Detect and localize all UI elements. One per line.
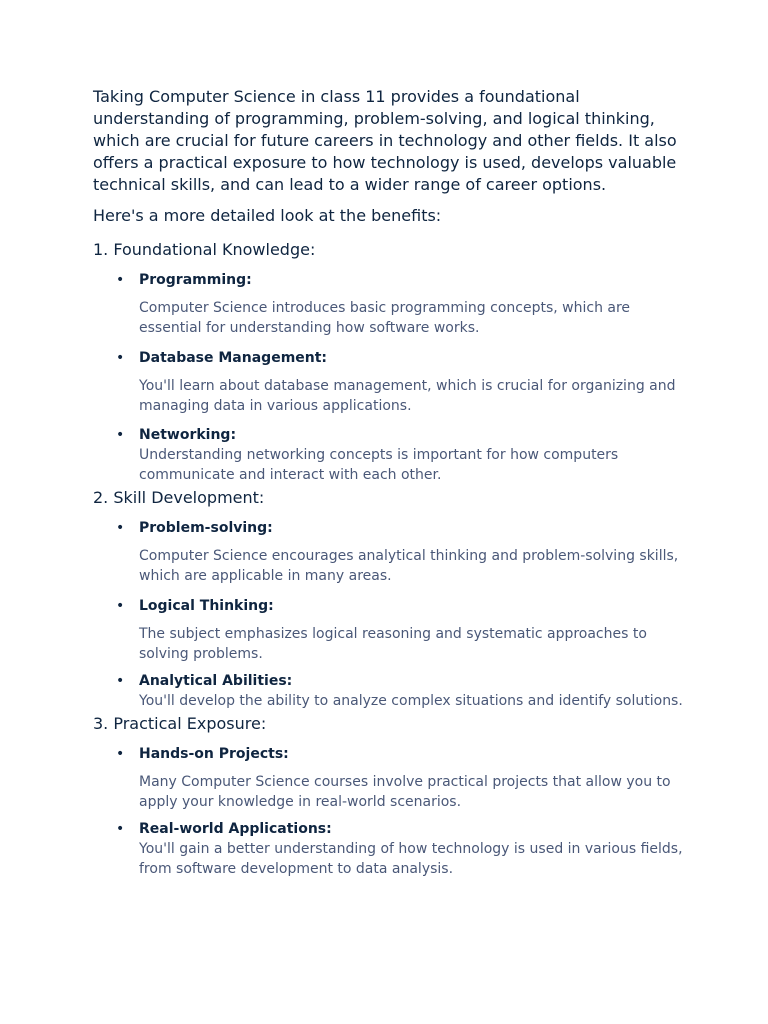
item-description: You'll learn about database management, which is crucial for organizing and managing data in various applications. [139,378,676,414]
bullet-icon: • [116,673,125,689]
bullet-icon: • [116,427,125,443]
item-title: Database Management: [139,350,328,366]
list-item [93,671,683,711]
item-title: Problem-solving: [139,520,273,536]
bullet-list [93,744,683,879]
item-description: Understanding networking concepts is important for how computers communicate and interact with each other. [139,447,619,483]
item-description: You'll develop the ability to analyze complex situations and identify solutions. [139,693,683,709]
bullet-icon: • [116,520,125,536]
section-skill-development [93,487,683,711]
item-description: Many Computer Science courses involve practical projects that allow you to apply your knowledge in real-world scenarios. [139,774,671,810]
list-item [93,425,683,485]
item-description: Computer Science encourages analytical thinking and problem-solving skills, which are applicable in many areas. [139,548,679,584]
item-title: Real-world Applications: [139,821,332,837]
item-description: The subject emphasizes logical reasoning and systematic approaches to solving problems. [139,626,647,662]
item-description: Computer Science introduces basic programming concepts, which are essential for understanding how software works. [139,300,631,336]
bullet-icon: • [116,272,125,288]
list-item [93,518,683,586]
item-title: Networking: [139,427,237,443]
bullet-icon: • [116,598,125,614]
item-description: You'll gain a better understanding of how technology is used in various fields, from software development to data analysis. [139,841,683,877]
item-title: Programming: [139,272,252,288]
bullet-list [93,518,683,711]
bullet-icon: • [116,350,125,366]
list-item [93,744,683,812]
item-title: Analytical Abilities: [139,673,293,689]
item-title: Hands-on Projects: [139,746,289,762]
list-item [93,819,683,879]
lead-sentence: Here's a more detailed look at the benefits: [93,206,442,225]
list-item [93,348,683,416]
section-heading: 3. Practical Exposure: [93,714,267,733]
list-item [93,596,683,664]
section-foundational-knowledge [93,239,683,485]
item-title: Logical Thinking: [139,598,274,614]
section-heading: 2. Skill Development: [93,488,265,507]
section-practical-exposure [93,713,683,879]
bullet-icon: • [116,746,125,762]
list-item [93,270,683,338]
bullet-icon: • [116,821,125,837]
intro-paragraph: Taking Computer Science in class 11 provides a foundational understanding of programming, problem-solving, and logical thinking, which are crucial for future careers in technology and other fields. It also offers a practical exposure to how technology is used, develops valuable technical skills, and can lead to a wider range of career options. [93,87,677,194]
section-heading: 1. Foundational Knowledge: [93,240,316,259]
bullet-list [93,270,683,485]
article-body [93,86,683,879]
